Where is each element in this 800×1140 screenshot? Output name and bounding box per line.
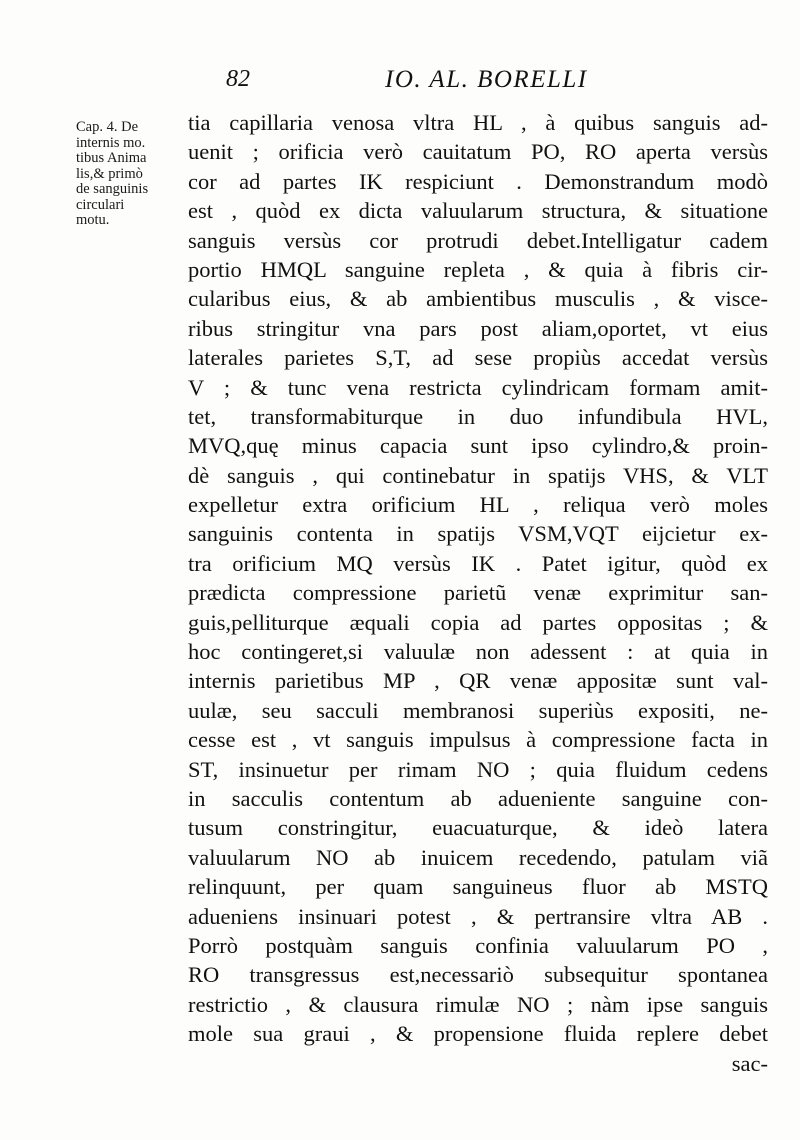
margin-note-line: motu. [76,212,110,228]
text-line: restrictio , & clausura rimulæ NO ; nàm ipse sanguis [188,991,768,1017]
text-line: tia capillaria venosa vltra HL , à quibus sanguis ad- [188,110,768,135]
text-line: sanguinis contenta in spatijs VSM,VQT eijcietur ex- [188,521,768,547]
text-line: uulæ, seu sacculi membranosi superiùs expositi, ne- [188,697,768,723]
text-line: mole sua graui , & propensione fluida replere debet [188,1021,768,1047]
running-head [0,66,800,102]
text-line: ST, insinuetur per rimam NO ; quia fluidum cedens [188,756,768,782]
margin-note-line: de sanguinis [76,181,149,197]
catchword: sac- [731,1050,768,1076]
text-line: Porrò postquàm sanguis confinia valuularum PO , [188,932,768,958]
text-line: in sacculis contentum ab adueniente sanguine con- [188,785,768,811]
page-number: 82 [226,66,250,92]
running-title: IO. AL. BORELLI [385,66,588,93]
text-line: valuularum NO ab inuicem recedendo, patulam viã [188,844,768,870]
margin-note-line: tibus Anima [76,150,147,166]
text-line: cesse est , vt sanguis impulsus à compressione facta in [188,727,768,753]
text-line: guis,pelliturque æquali copia ad partes oppositas ; & [188,609,768,635]
text-line: tusum constringitur, euacuaturque, & ideò latera [188,815,768,841]
text-line: prædicta compressione parietũ venæ exprimitur san- [188,580,768,606]
margin-note-line: Cap. 4. De [76,119,139,135]
text-line: cor ad partes IK respiciunt . Demonstrandum modò [188,168,768,194]
text-line: hoc contingeret,si valuulæ non adessent : at quia in [188,639,768,665]
text-line: RO transgressus est,necessariò subsequitur spontanea [188,962,768,988]
text-line: cularibus eius, & ab ambientibus musculis , & visce- [188,286,768,312]
text-line: portio HMQL sanguine repleta , & quia à fibris cir- [188,256,768,282]
text-line: uenit ; orificia verò cauitatum PO, RO aperta versùs [188,139,768,165]
text-line: V ; & tunc vena restricta cylindricam formam amit- [188,374,768,400]
text-line: tra orificium MQ versùs IK . Patet igitur, quòd ex [188,550,768,576]
text-line: laterales parietes S,T, ad sese propiùs accedat versùs [188,345,768,371]
body-text [188,108,768,1078]
margin-note-line: circulari [76,196,125,213]
margin-note-line: lis,& primò [76,165,143,182]
text-line: est , quòd ex dicta valuularum structura, & situatione [188,198,768,224]
text-line: internis parietibus MP , QR venæ appositæ sunt val- [188,668,768,694]
text-line: expelletur extra orificium HL , reliqua verò moles [188,492,768,518]
text-line: ribus stringitur vna pars post aliam,oportet, vt eius [188,315,768,341]
text-line: sanguis versùs cor protrudi debet.Intelligatur cadem [188,227,768,253]
text-line: adueniens insinuari potest , & pertransire vltra AB . [188,903,768,929]
text-line: relinquunt, per quam sanguineus fluor ab MSTQ [188,874,768,900]
text-line: tet, transformabiturque in duo infundibula HVL, [188,403,768,429]
text-line: dè sanguis , qui continebatur in spatijs VHS, & VLT [188,462,768,488]
text-line: MVQ,quę minus capacia sunt ipso cylindro,& proin- [188,433,768,459]
margin-note [76,120,182,229]
margin-note-line: internis mo. [76,134,146,151]
